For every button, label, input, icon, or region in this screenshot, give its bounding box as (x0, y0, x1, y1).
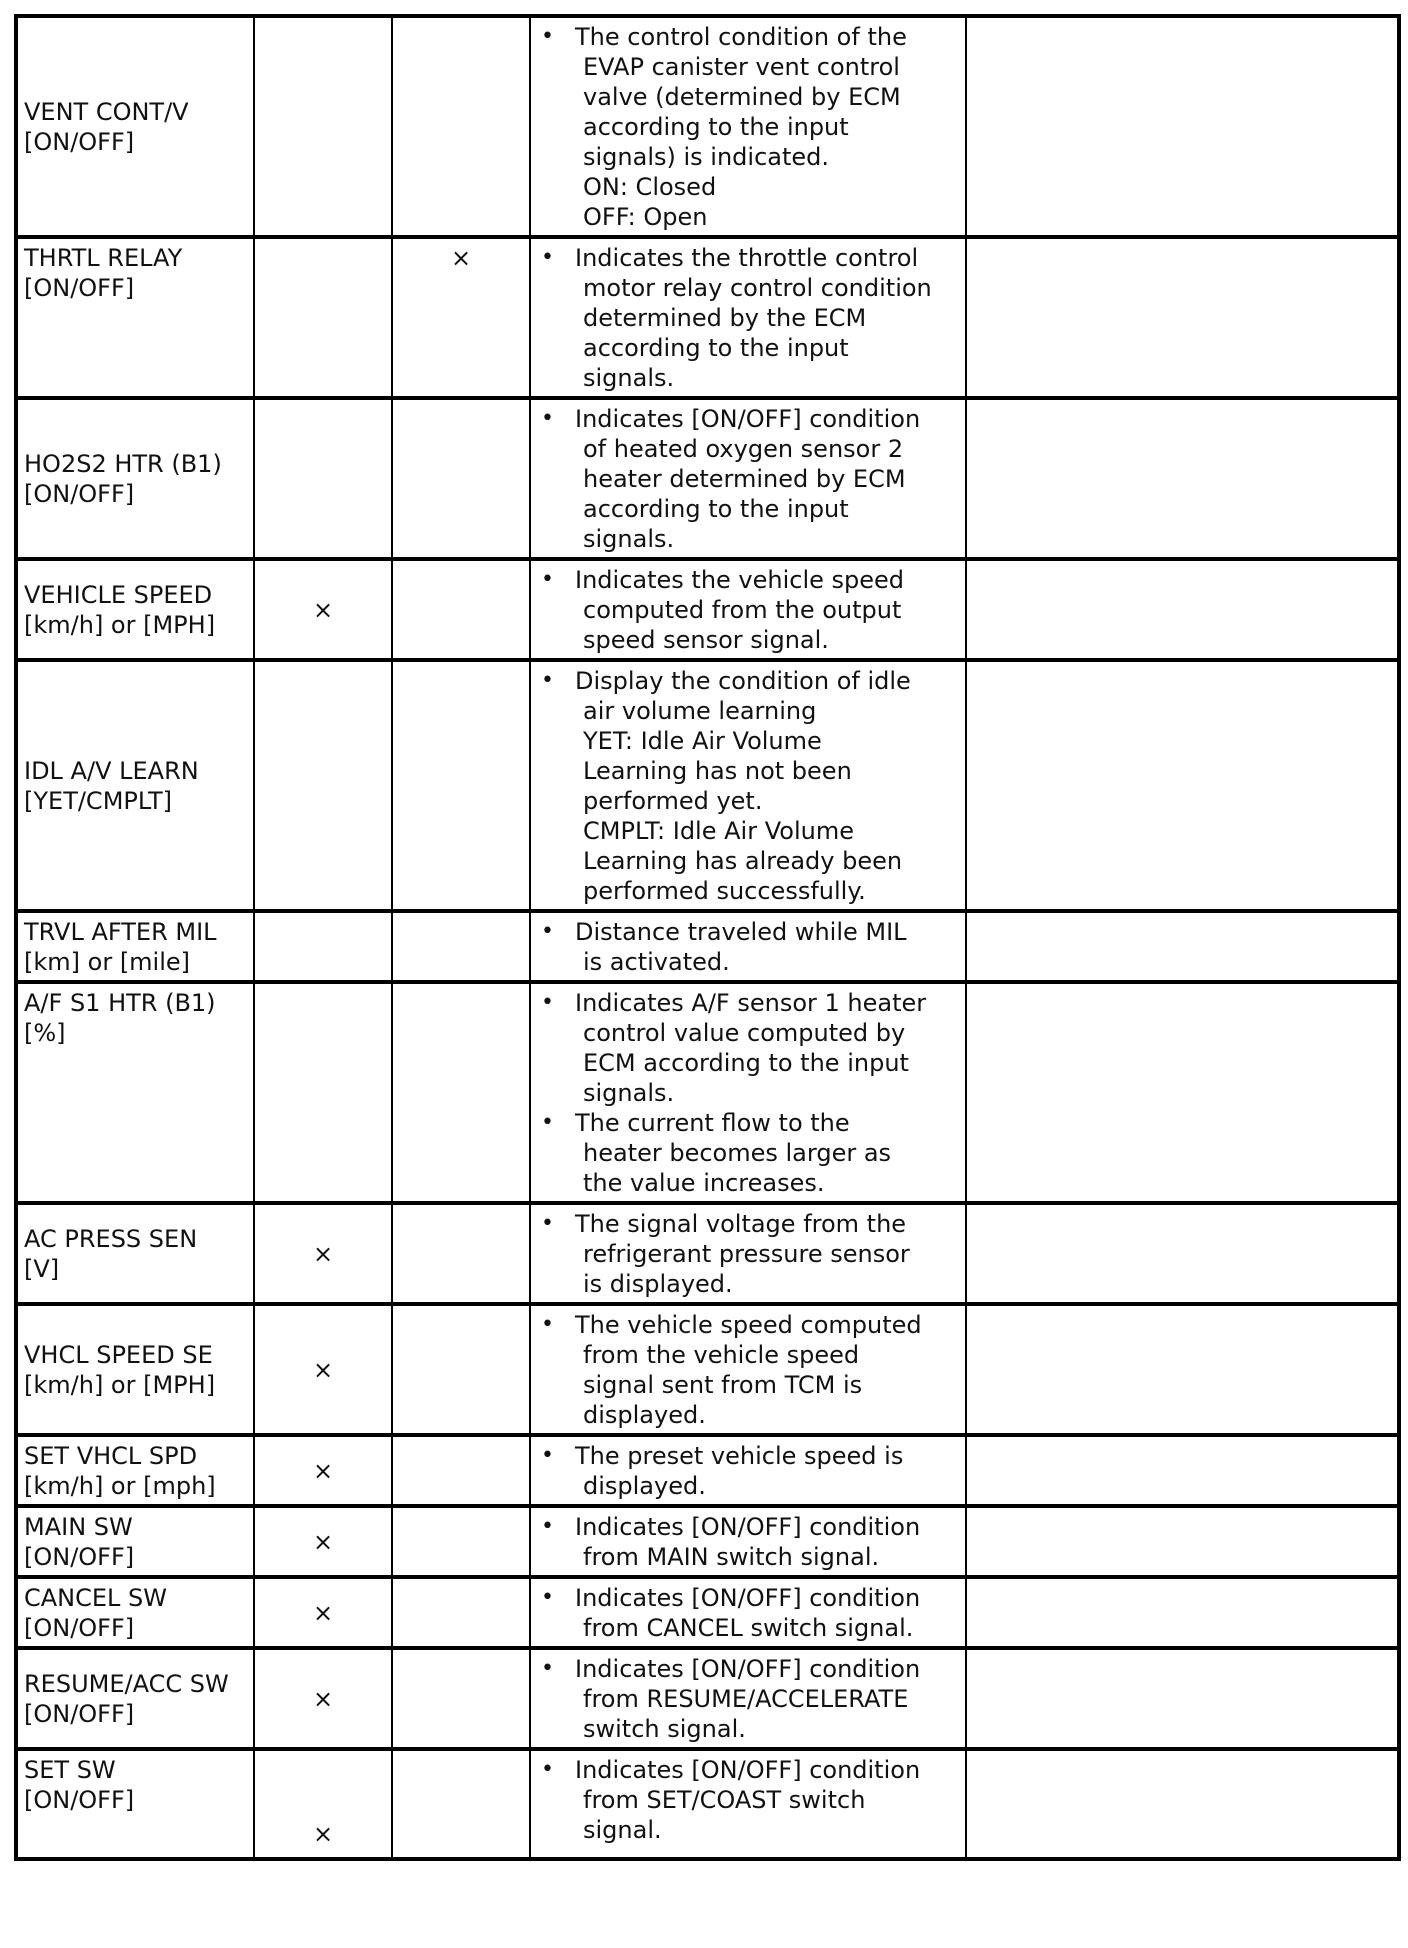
table-body (16, 16, 1399, 1859)
description-line: ECM according to the input (583, 1049, 909, 1077)
description-line: signals. (583, 1079, 675, 1107)
description-line: • Distance traveled while MIL (575, 918, 907, 946)
remarks-cell (966, 1203, 1399, 1304)
description-line: valve (determined by ECM (583, 83, 901, 111)
item-label: IDL A/V LEARN (24, 756, 199, 785)
table-row (16, 911, 1399, 982)
description-line: EVAP canister vent control (583, 53, 900, 81)
description-bullet (531, 1310, 963, 1430)
description-line: from CANCEL switch signal. (583, 1614, 914, 1642)
main-signals-mark: × (254, 1749, 392, 1859)
table-row (16, 559, 1399, 660)
item-label: VHCL SPEED SE (24, 1340, 213, 1369)
description-line: signals. (583, 364, 675, 392)
table-row (16, 1577, 1399, 1648)
description-bullet (531, 404, 963, 554)
item-label: HO2S2 HTR (B1) (24, 449, 222, 478)
item-description (530, 1304, 966, 1435)
table-row (16, 1304, 1399, 1435)
item-unit: [ON/OFF] (24, 1699, 135, 1728)
table-row (16, 1506, 1399, 1577)
monitor-item-name (16, 982, 254, 1203)
description-line: • The preset vehicle speed is (575, 1442, 904, 1470)
remarks-cell (966, 16, 1399, 237)
table-row (16, 16, 1399, 237)
item-label: CANCEL SW (24, 1583, 168, 1612)
description-line: performed successfully. (583, 877, 866, 905)
main-signals-mark (254, 660, 392, 911)
main-signals-mark (254, 911, 392, 982)
item-description (530, 1577, 966, 1648)
item-unit: [ON/OFF] (24, 1542, 135, 1571)
main-signals-mark: × (254, 1577, 392, 1648)
description-line: determined by the ECM (583, 304, 867, 332)
description-line: performed yet. (583, 787, 763, 815)
item-description (530, 1648, 966, 1749)
description-line: refrigerant pressure sensor (583, 1240, 910, 1268)
selection-mark (392, 911, 530, 982)
description-line: the value increases. (583, 1169, 825, 1197)
item-unit: [km/h] or [MPH] (24, 1370, 216, 1399)
selection-mark (392, 1203, 530, 1304)
description-line: computed from the output (583, 596, 902, 624)
description-line: signal. (583, 1816, 662, 1844)
main-signals-mark: × (254, 559, 392, 660)
description-line: is activated. (583, 948, 730, 976)
remarks-cell (966, 1435, 1399, 1506)
description-bullet (531, 565, 963, 655)
remarks-cell (966, 1749, 1399, 1859)
main-signals-mark (254, 237, 392, 398)
selection-mark (392, 660, 530, 911)
item-label: MAIN SW (24, 1512, 133, 1541)
description-line: is displayed. (583, 1270, 733, 1298)
item-label: THRTL RELAY (24, 244, 183, 272)
monitor-item-name (16, 1749, 254, 1859)
table-row (16, 660, 1399, 911)
item-description (530, 1435, 966, 1506)
description-line: displayed. (583, 1472, 706, 1500)
selection-mark (392, 1435, 530, 1506)
description-line: • Indicates [ON/OFF] condition (575, 1584, 921, 1612)
monitor-item-table (14, 14, 1401, 1861)
table-row (16, 237, 1399, 398)
item-label: A/F S1 HTR (B1) (24, 989, 216, 1017)
description-line: Learning has already been (583, 847, 903, 875)
item-description (530, 660, 966, 911)
selection-mark (392, 1577, 530, 1648)
description-line: Learning has not been (583, 757, 852, 785)
selection-mark (392, 1749, 530, 1859)
selection-mark (392, 982, 530, 1203)
description-line: signal sent from TCM is (583, 1371, 863, 1399)
monitor-item-name (16, 559, 254, 660)
item-unit: [ON/OFF] (24, 127, 135, 156)
description-line: from the vehicle speed (583, 1341, 860, 1369)
item-label: SET VHCL SPD (24, 1441, 198, 1470)
item-unit: [%] (24, 1019, 66, 1047)
item-label: SET SW (24, 1756, 116, 1784)
description-line: YET: Idle Air Volume (583, 727, 822, 755)
selection-mark (392, 1648, 530, 1749)
description-line: • The signal voltage from the (575, 1210, 907, 1238)
monitor-item-name (16, 1648, 254, 1749)
item-unit: [ON/OFF] (24, 274, 135, 302)
item-description (530, 982, 966, 1203)
item-unit: [ON/OFF] (24, 1613, 135, 1642)
description-line: • Indicates [ON/OFF] condition (575, 1513, 921, 1541)
item-description (530, 16, 966, 237)
main-signals-mark: × (254, 1203, 392, 1304)
description-line: • The control condition of the (575, 23, 907, 51)
item-label: VENT CONT/V (24, 97, 189, 126)
main-signals-mark (254, 982, 392, 1203)
remarks-cell (966, 559, 1399, 660)
monitor-item-name (16, 1435, 254, 1506)
monitor-item-name (16, 1304, 254, 1435)
description-bullet (531, 1654, 963, 1744)
item-description (530, 911, 966, 982)
item-description (530, 1749, 966, 1859)
monitor-item-name (16, 237, 254, 398)
item-unit: [km/h] or [mph] (24, 1471, 216, 1500)
table-row (16, 982, 1399, 1203)
table-row (16, 1435, 1399, 1506)
item-description (530, 559, 966, 660)
remarks-cell (966, 398, 1399, 559)
description-line: OFF: Open (583, 203, 708, 231)
description-line: ON: Closed (583, 173, 717, 201)
description-line: according to the input (583, 113, 849, 141)
main-signals-mark (254, 398, 392, 559)
description-bullet (531, 243, 963, 393)
description-line: • Indicates A/F sensor 1 heater (575, 989, 927, 1017)
item-description (530, 1506, 966, 1577)
description-line: switch signal. (583, 1715, 746, 1743)
monitor-item-name (16, 1577, 254, 1648)
monitor-item-name (16, 1203, 254, 1304)
description-line: • Indicates [ON/OFF] condition (575, 1756, 921, 1784)
description-line: heater becomes larger as (583, 1139, 892, 1167)
description-line: according to the input (583, 334, 849, 362)
description-bullet (531, 1755, 963, 1845)
item-description (530, 398, 966, 559)
description-line: displayed. (583, 1401, 706, 1429)
description-bullet (531, 988, 963, 1108)
item-description (530, 1203, 966, 1304)
table-row (16, 398, 1399, 559)
item-unit: [ON/OFF] (24, 1786, 135, 1814)
item-unit: [V] (24, 1254, 60, 1283)
selection-mark (392, 1506, 530, 1577)
monitor-item-name (16, 398, 254, 559)
description-bullet (531, 666, 963, 906)
selection-mark (392, 559, 530, 660)
description-line: • The current flow to the (575, 1109, 850, 1137)
remarks-cell (966, 1304, 1399, 1435)
remarks-cell (966, 1648, 1399, 1749)
item-description (530, 237, 966, 398)
description-bullet (531, 1108, 963, 1198)
description-line: according to the input (583, 495, 849, 523)
main-signals-mark: × (254, 1648, 392, 1749)
description-line: speed sensor signal. (583, 626, 829, 654)
description-bullet (531, 1512, 963, 1572)
description-line: motor relay control condition (583, 274, 932, 302)
remarks-cell (966, 660, 1399, 911)
selection-mark (392, 16, 530, 237)
description-line: of heated oxygen sensor 2 (583, 435, 904, 463)
table-row (16, 1203, 1399, 1304)
main-signals-mark: × (254, 1506, 392, 1577)
description-line: control value computed by (583, 1019, 906, 1047)
description-line: • Indicates the vehicle speed (575, 566, 905, 594)
remarks-cell (966, 237, 1399, 398)
description-line: signals) is indicated. (583, 143, 830, 171)
description-line: • Display the condition of idle (575, 667, 911, 695)
remarks-cell (966, 1506, 1399, 1577)
description-bullet (531, 1209, 963, 1299)
description-line: • Indicates [ON/OFF] condition (575, 1655, 921, 1683)
selection-mark (392, 1304, 530, 1435)
description-bullet (531, 22, 963, 232)
main-signals-mark: × (254, 1304, 392, 1435)
description-bullet (531, 917, 963, 977)
remarks-cell (966, 982, 1399, 1203)
remarks-cell (966, 911, 1399, 982)
monitor-item-name (16, 16, 254, 237)
monitor-item-name (16, 911, 254, 982)
description-line: from SET/COAST switch (583, 1786, 866, 1814)
item-unit: [YET/CMPLT] (24, 786, 172, 815)
item-unit: [ON/OFF] (24, 479, 135, 508)
description-line: CMPLT: Idle Air Volume (583, 817, 854, 845)
description-bullet (531, 1441, 963, 1501)
table-row (16, 1749, 1399, 1859)
item-unit: [km/h] or [MPH] (24, 610, 216, 639)
item-label: AC PRESS SEN (24, 1224, 198, 1253)
description-line: from RESUME/ACCELERATE (583, 1685, 909, 1713)
description-line: signals. (583, 525, 675, 553)
monitor-item-name (16, 1506, 254, 1577)
description-line: from MAIN switch signal. (583, 1543, 880, 1571)
description-bullet (531, 1583, 963, 1643)
item-label: TRVL AFTER MIL (24, 917, 217, 946)
main-signals-mark (254, 16, 392, 237)
description-line: • Indicates [ON/OFF] condition (575, 405, 921, 433)
item-unit: [km] or [mile] (24, 947, 191, 976)
selection-mark (392, 398, 530, 559)
selection-mark: × (392, 237, 530, 398)
description-line: • The vehicle speed computed (575, 1311, 922, 1339)
main-signals-mark: × (254, 1435, 392, 1506)
monitor-item-name (16, 660, 254, 911)
description-line: • Indicates the throttle control (575, 244, 919, 272)
description-line: heater determined by ECM (583, 465, 906, 493)
remarks-cell (966, 1577, 1399, 1648)
item-label: VEHICLE SPEED (24, 580, 213, 609)
item-label: RESUME/ACC SW (24, 1669, 229, 1698)
description-line: air volume learning (583, 697, 817, 725)
table-row (16, 1648, 1399, 1749)
